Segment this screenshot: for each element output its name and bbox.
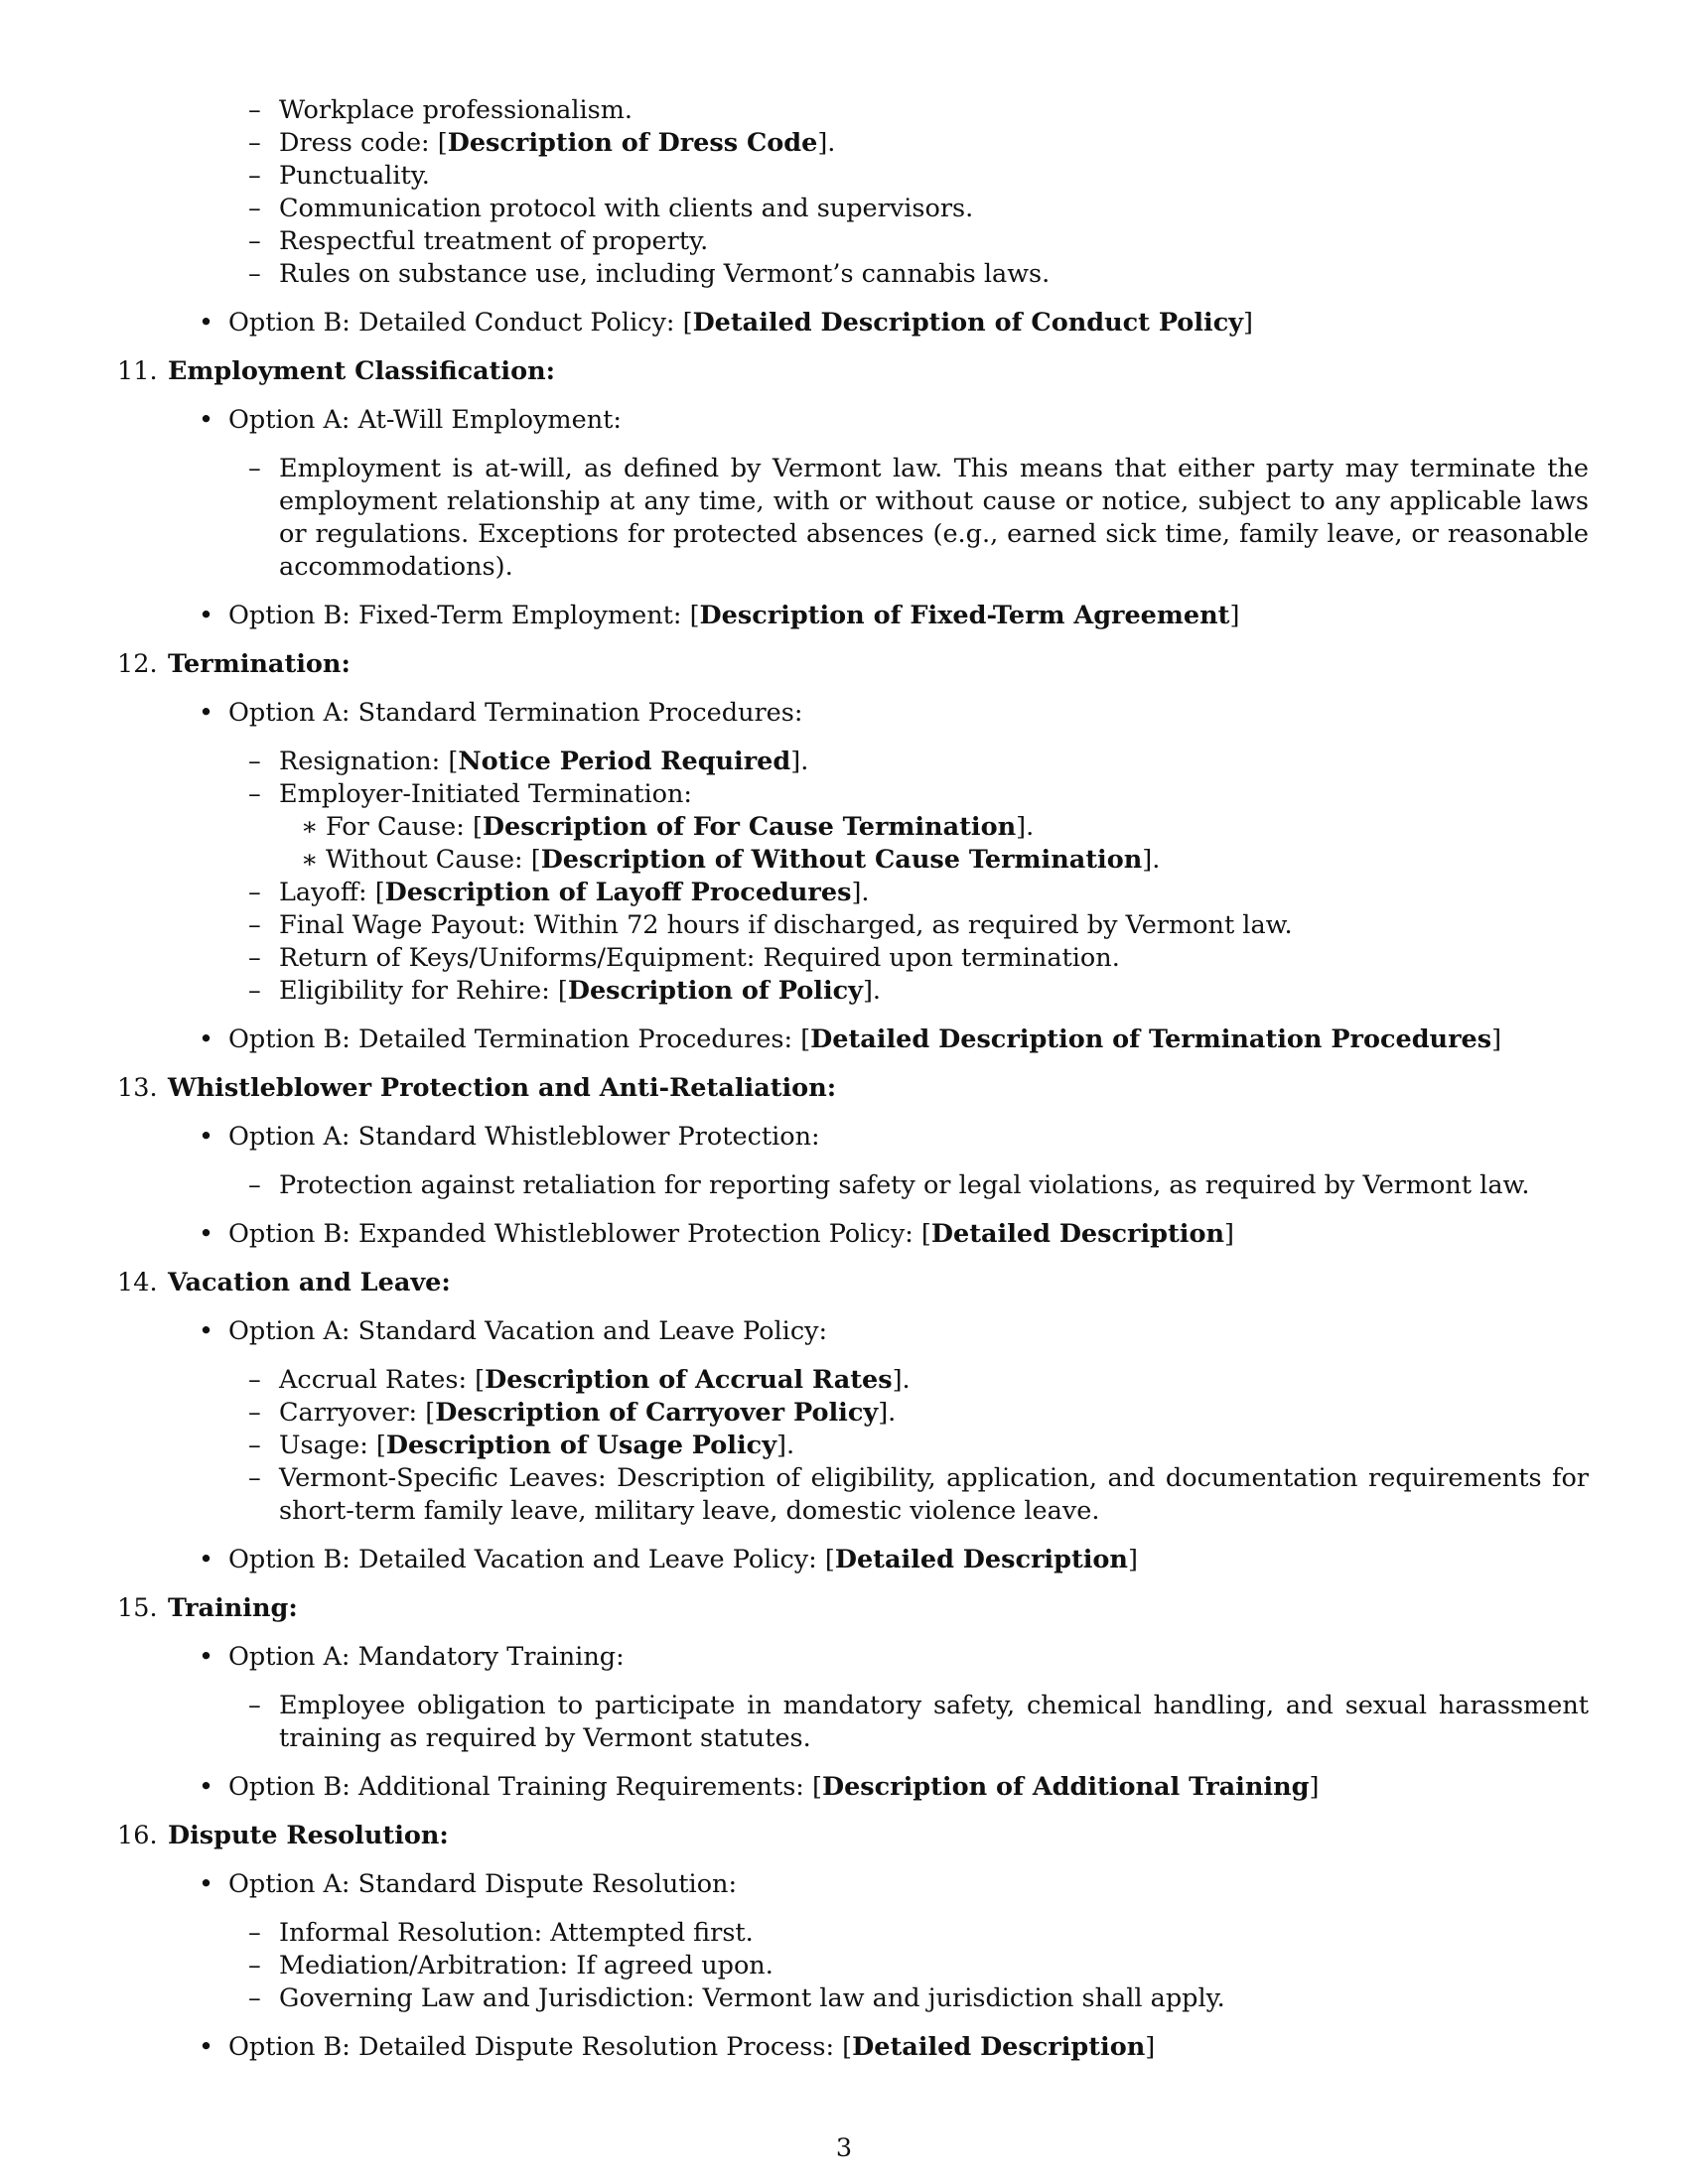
option-a: • Option A: Standard Whistleblower Protection: — [0, 1121, 1688, 1154]
section-heading: 13. Whistleblower Protection and Anti-Retaliation: — [117, 1073, 837, 1103]
list-item: – Employee obligation to participate in mandatory safety, chemical handling, and sexual harassment training as required by Vermont statutes. — [0, 1690, 1688, 1755]
list-item: – Punctuality. — [0, 160, 1688, 193]
option-b: • Option B: Detailed Dispute Resolution Process: [Detailed Description] — [0, 2031, 1688, 2064]
section-heading: 12. Termination: — [117, 649, 351, 679]
option-b: • Option B: Fixed-Term Employment: [Description of Fixed-Term Agreement] — [0, 600, 1688, 632]
section-heading: 14. Vacation and Leave: — [117, 1268, 451, 1297]
list-item: – Governing Law and Jurisdiction: Vermont law and jurisdiction shall apply. — [0, 1982, 1688, 2015]
option-b-conduct: • Option B: Detailed Conduct Policy: [Detailed Description of Conduct Policy] — [0, 307, 1688, 340]
list-item: – Eligibility for Rehire: [Description of Policy]. — [0, 975, 1688, 1008]
list-item: – Layoff: [Description of Layoff Procedures]. — [0, 877, 1688, 909]
list-item: – Employer-Initiated Termination: — [0, 778, 1688, 811]
sub-list-item: ∗ Without Cause: [Description of Without Cause Termination]. — [0, 844, 1688, 877]
option-a: • Option A: Standard Vacation and Leave Policy: — [0, 1315, 1688, 1348]
list-item: – Communication protocol with clients and supervisors. — [0, 193, 1688, 225]
option-a: • Option A: Standard Termination Procedures: — [0, 697, 1688, 730]
list-item: – Protection against retaliation for reporting safety or legal violations, as required by Vermont law. — [0, 1169, 1688, 1202]
option-a: • Option A: Standard Dispute Resolution: — [0, 1868, 1688, 1901]
list-item: – Respectful treatment of property. — [0, 225, 1688, 258]
list-item: – Accrual Rates: [Description of Accrual Rates]. — [0, 1364, 1688, 1397]
document-page — [0, 94, 1688, 2064]
sub-list-item: ∗ For Cause: [Description of For Cause Termination]. — [0, 811, 1688, 844]
section-heading: 15. Training: — [117, 1593, 298, 1623]
list-item: – Mediation/Arbitration: If agreed upon. — [0, 1950, 1688, 1982]
option-b: • Option B: Detailed Vacation and Leave Policy: [Detailed Description] — [0, 1544, 1688, 1576]
list-item: – Carryover: [Description of Carryover Policy]. — [0, 1397, 1688, 1430]
option-b: • Option B: Expanded Whistleblower Protection Policy: [Detailed Description] — [0, 1218, 1688, 1251]
list-item: – Informal Resolution: Attempted first. — [0, 1917, 1688, 1950]
list-item: – Return of Keys/Uniforms/Equipment: Required upon termination. — [0, 942, 1688, 975]
list-item: – Employment is at-will, as defined by Vermont law. This means that either party may terminate the employment relationship at any time, with or without cause or notice, subject to any applicable laws or regulations. Exceptions for protected absences (e.g., earned sick time, family leave, or reasonable accommodations). — [0, 453, 1688, 584]
list-item: – Usage: [Description of Usage Policy]. — [0, 1430, 1688, 1462]
option-b: • Option B: Detailed Termination Procedures: [Detailed Description of Termination Procedures] — [0, 1024, 1688, 1056]
list-item: – Vermont-Specific Leaves: Description of eligibility, application, and documentation requirements for short-term family leave, military leave, domestic violence leave. — [0, 1462, 1688, 1528]
list-item: – Resignation: [Notice Period Required]. — [0, 746, 1688, 778]
section-heading: 16. Dispute Resolution: — [117, 1821, 449, 1850]
list-item: – Dress code: [Description of Dress Code]. — [0, 127, 1688, 160]
section-heading: 11. Employment Classification: — [117, 356, 556, 386]
list-item: – Rules on substance use, including Vermont’s cannabis laws. — [0, 258, 1688, 291]
option-a: • Option A: Mandatory Training: — [0, 1641, 1688, 1674]
option-a: • Option A: At-Will Employment: — [0, 404, 1688, 437]
page-number: 3 — [835, 2133, 853, 2163]
option-b: • Option B: Additional Training Requirements: [Description of Additional Training] — [0, 1771, 1688, 1804]
list-item: – Workplace professionalism. — [0, 94, 1688, 127]
list-item: – Final Wage Payout: Within 72 hours if discharged, as required by Vermont law. — [0, 909, 1688, 942]
